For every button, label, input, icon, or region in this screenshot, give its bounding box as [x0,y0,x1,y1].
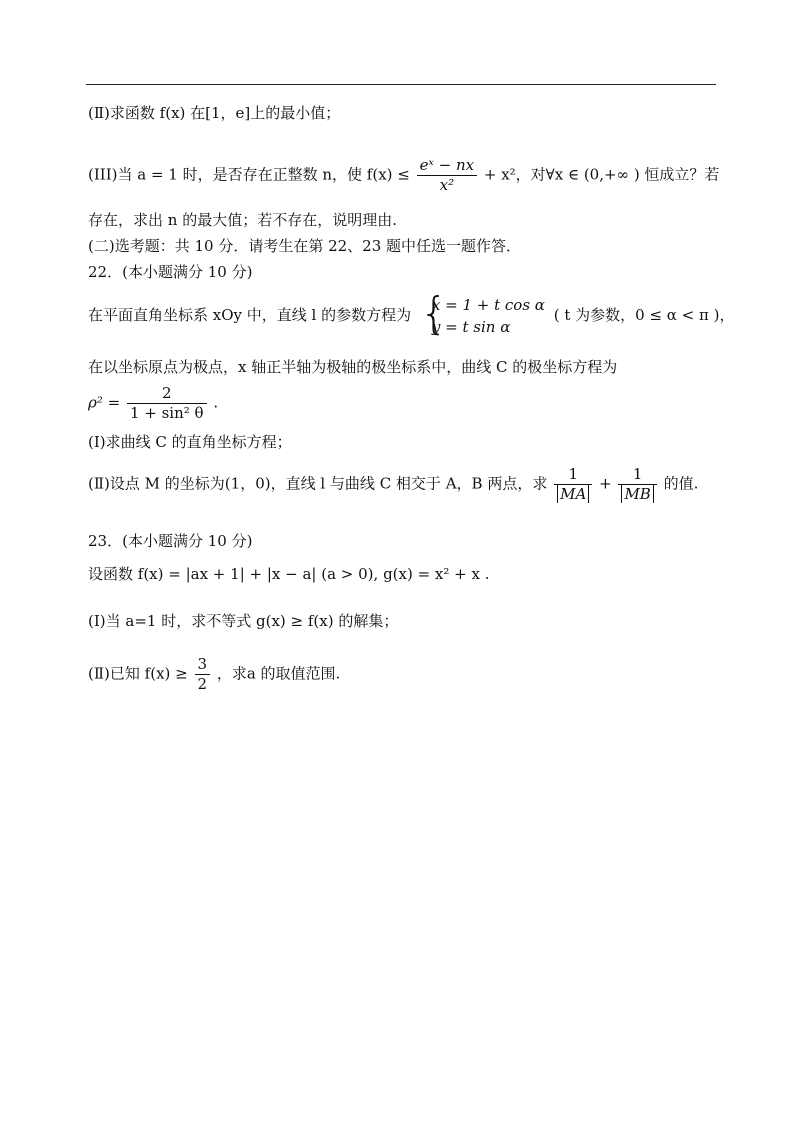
fraction-denominator: x² [439,176,455,194]
elective-heading: (二)选考题：共 10 分．请考生在第 22、23 题中任选一题作答． [88,237,522,255]
q23-statement: 设函数 f(x) = |ax + 1| + |x − a| (a > 0), g(x) = x² + x . [88,565,490,583]
q23-part2-text-a: (Ⅱ)已知 f(x) ≥ [88,664,188,683]
three-halves-numerator: 3 [195,655,211,675]
q22-polar-text: 在以坐标原点为极点，x 轴正半轴为极轴的极坐标系中，曲线 C 的极坐标方程为 [88,358,618,376]
q22-part2-text-a: (Ⅱ)设点 M 的坐标为(1，0)，直线 l 与曲线 C 相交于 A，B 两点，求 [88,474,548,493]
ma-denominator: MA [557,485,589,503]
rho-fraction [127,384,207,423]
q21-part3-fraction [417,156,477,195]
ma-fraction [554,465,592,504]
three-halves-fraction [195,655,211,694]
q22-part1: (I)求曲线 C 的直角坐标方程； [88,433,292,451]
q23-part1: (I)当 a=1 时，求不等式 g(x) ≥ f(x) 的解集； [88,612,399,630]
q23-part2 [88,655,340,694]
mb-fraction [618,465,656,504]
q22-text-b: ( t 为参数，0 ≤ α < π )， [553,306,735,324]
q21-part3 [88,156,719,195]
q23-heading: 23．(本小题满分 10 分) [88,532,253,550]
q21-part3-text-b: + x²，对∀x ∈ (0,+∞ ) 恒成立？若 [483,165,720,184]
rho-lhs: ρ² = [88,393,121,412]
q22-statement [88,288,735,339]
q23-part2-text-b: ，求a 的取值范围. [216,664,341,683]
rho-denominator: 1 + sin² θ [129,404,204,422]
plus-sign: + [599,474,612,493]
rho-numerator: 2 [127,384,207,404]
brace-glyph: { [419,288,448,339]
q21-part3-text-a: (III)当 a = 1 时，是否存在正整数 n，使 f(x) ≤ [88,165,410,184]
fraction-numerator: eˣ − nx [417,156,477,176]
system-row-2: y = t sin α [431,318,511,336]
mb-denominator: MB [621,485,653,503]
ma-numerator: 1 [554,465,592,485]
q22-heading: 22．(本小题满分 10 分) [88,263,253,281]
q22-part2-text-b: 的值. [663,474,699,493]
system-row-1: x = 1 + t cos α [431,296,545,314]
rho-end: . [213,393,219,412]
parametric-system [419,288,545,339]
q21-part3-cont: 存在，求出 n 的最大值；若不存在，说明理由. [88,211,397,229]
q21-part2: (Ⅱ)求函数 f(x) 在[1，e]上的最小值； [88,104,341,122]
q22-polar-equation [88,384,218,423]
q22-text-a: 在平面直角坐标系 xOy 中，直线 l 的参数方程为 [88,306,412,324]
header-rule [86,84,716,85]
mb-numerator: 1 [618,465,656,485]
q22-part2 [88,465,698,504]
three-halves-denominator: 2 [197,675,208,693]
